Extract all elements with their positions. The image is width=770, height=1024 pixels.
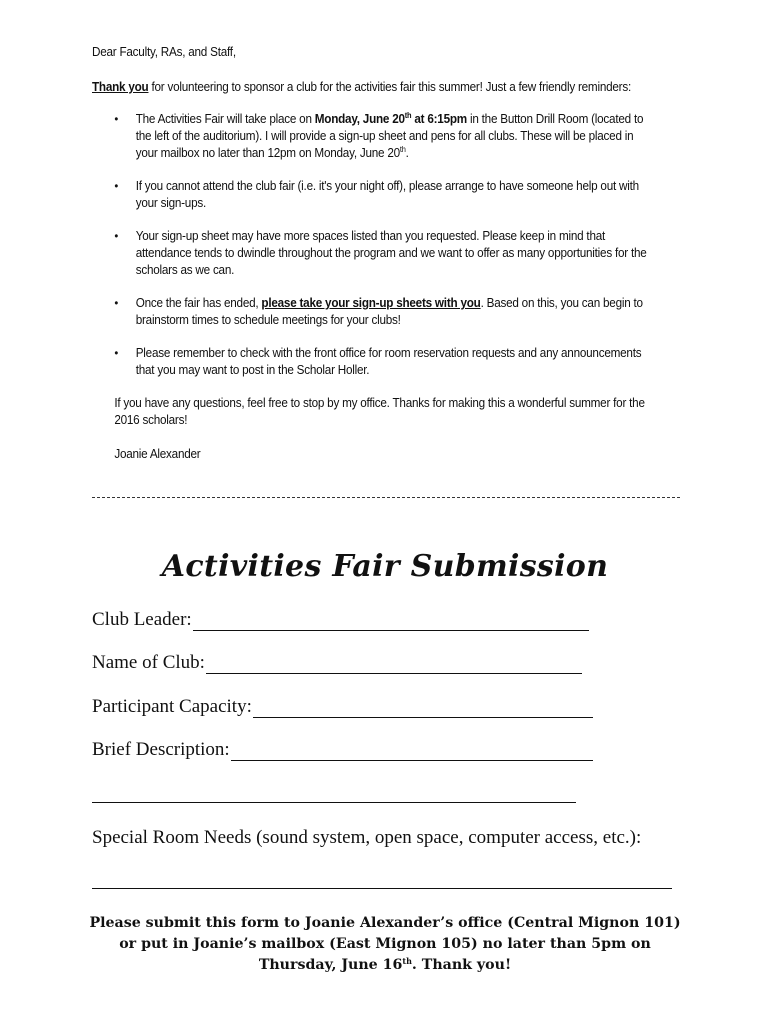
reminder-item	[92, 111, 650, 162]
letter-closing: If you have any questions, feel free to stop by my office. Thanks for making this a wonderful summer for the 2016 scholars!	[114, 396, 645, 427]
name-of-club-label: Name of Club:	[92, 652, 205, 673]
cut-line-divider	[92, 497, 680, 498]
reminders-list	[92, 111, 650, 379]
club-leader-blank-line[interactable]	[193, 612, 589, 631]
form-title: Activities Fair Submission	[161, 549, 609, 584]
deadline-date: Thursday, June 16	[258, 957, 403, 973]
special-room-needs-field	[92, 827, 641, 849]
reminder-text: . Based on this, you can begin to brainstorm times to schedule meetings for your clubs!	[135, 296, 643, 327]
bullet-icon: •	[114, 179, 118, 193]
intro-text: for volunteering to sponsor a club for the activities fair this summer! Just a few friendly reminders:	[148, 80, 631, 94]
instructions-line: or put in Joanie’s mailbox (East Mignon 105) no later than 5pm on	[119, 936, 651, 952]
ordinal-suffix: th	[404, 111, 412, 120]
reminder-item	[92, 178, 650, 212]
bullet-icon: •	[114, 296, 118, 310]
reminder-text: in the Button Drill Room (located to the left of the auditorium). I will provide a sign-up sheet and pens for all clubs. These will be placed in your mailbox no later than 12pm on Monday, June 20	[135, 112, 644, 160]
reminder-text: The Activities Fair will take place on	[135, 112, 315, 126]
bullet-icon: •	[114, 229, 118, 243]
participant-capacity-field[interactable]	[92, 696, 593, 718]
letter-intro	[92, 79, 650, 96]
room-needs-answer-line[interactable]	[92, 888, 672, 889]
ordinal-suffix: th	[399, 145, 406, 154]
participant-capacity-label: Participant Capacity:	[92, 696, 252, 717]
thank-you-emphasis: Thank you	[92, 80, 149, 94]
fair-time-text: at 6:15pm	[411, 112, 467, 126]
brief-description-blank-line[interactable]	[231, 742, 593, 761]
reminder-item	[92, 295, 650, 329]
reminder-text: Please remember to check with the front office for room reservation requests and any announcements that you may want to post in the Scholar Holler.	[135, 346, 642, 377]
submission-instructions	[0, 913, 770, 976]
club-leader-field[interactable]	[92, 609, 589, 631]
reminder-item	[92, 228, 650, 279]
sign-up-sheets-emphasis: please take your sign-up sheets with you	[261, 296, 481, 310]
reminder-text: If you cannot attend the club fair (i.e. it's your night off), please arrange to have someone help out with your sign-ups.	[135, 179, 639, 210]
brief-description-field[interactable]	[92, 739, 593, 761]
name-of-club-field[interactable]	[92, 652, 582, 674]
ordinal-suffix: th	[402, 956, 412, 966]
instructions-line: Please submit this form to Joanie Alexander’s office (Central Mignon 101)	[89, 915, 681, 931]
fair-date	[315, 112, 467, 126]
letter-greeting: Dear Faculty, RAs, and Staff,	[92, 45, 236, 59]
brief-description-label: Brief Description:	[92, 739, 230, 760]
reminder-text: Once the fair has ended,	[135, 296, 262, 310]
bullet-icon: •	[114, 112, 118, 126]
thank-you-text: . Thank you!	[411, 957, 512, 973]
reminder-item	[92, 345, 650, 379]
reminder-text: Your sign-up sheet may have more spaces listed than you requested. Please keep in mind that attendance tends to dwindle throughout the program and we want to offer as many opportunities for the scholars as we can.	[135, 229, 647, 277]
reminder-letter	[92, 44, 650, 463]
reminder-text: .	[405, 146, 409, 160]
name-of-club-blank-line[interactable]	[206, 655, 582, 674]
special-room-needs-label: Special Room Needs (sound system, open space, computer access, etc.):	[92, 827, 642, 848]
instructions-line	[0, 955, 770, 976]
participant-capacity-blank-line[interactable]	[253, 699, 593, 718]
description-continuation-line[interactable]	[92, 802, 576, 803]
letter-signature: Joanie Alexander	[114, 447, 201, 461]
club-leader-label: Club Leader:	[92, 609, 192, 630]
fair-date-text: Monday, June 20	[314, 112, 405, 126]
bullet-icon: •	[114, 346, 118, 360]
